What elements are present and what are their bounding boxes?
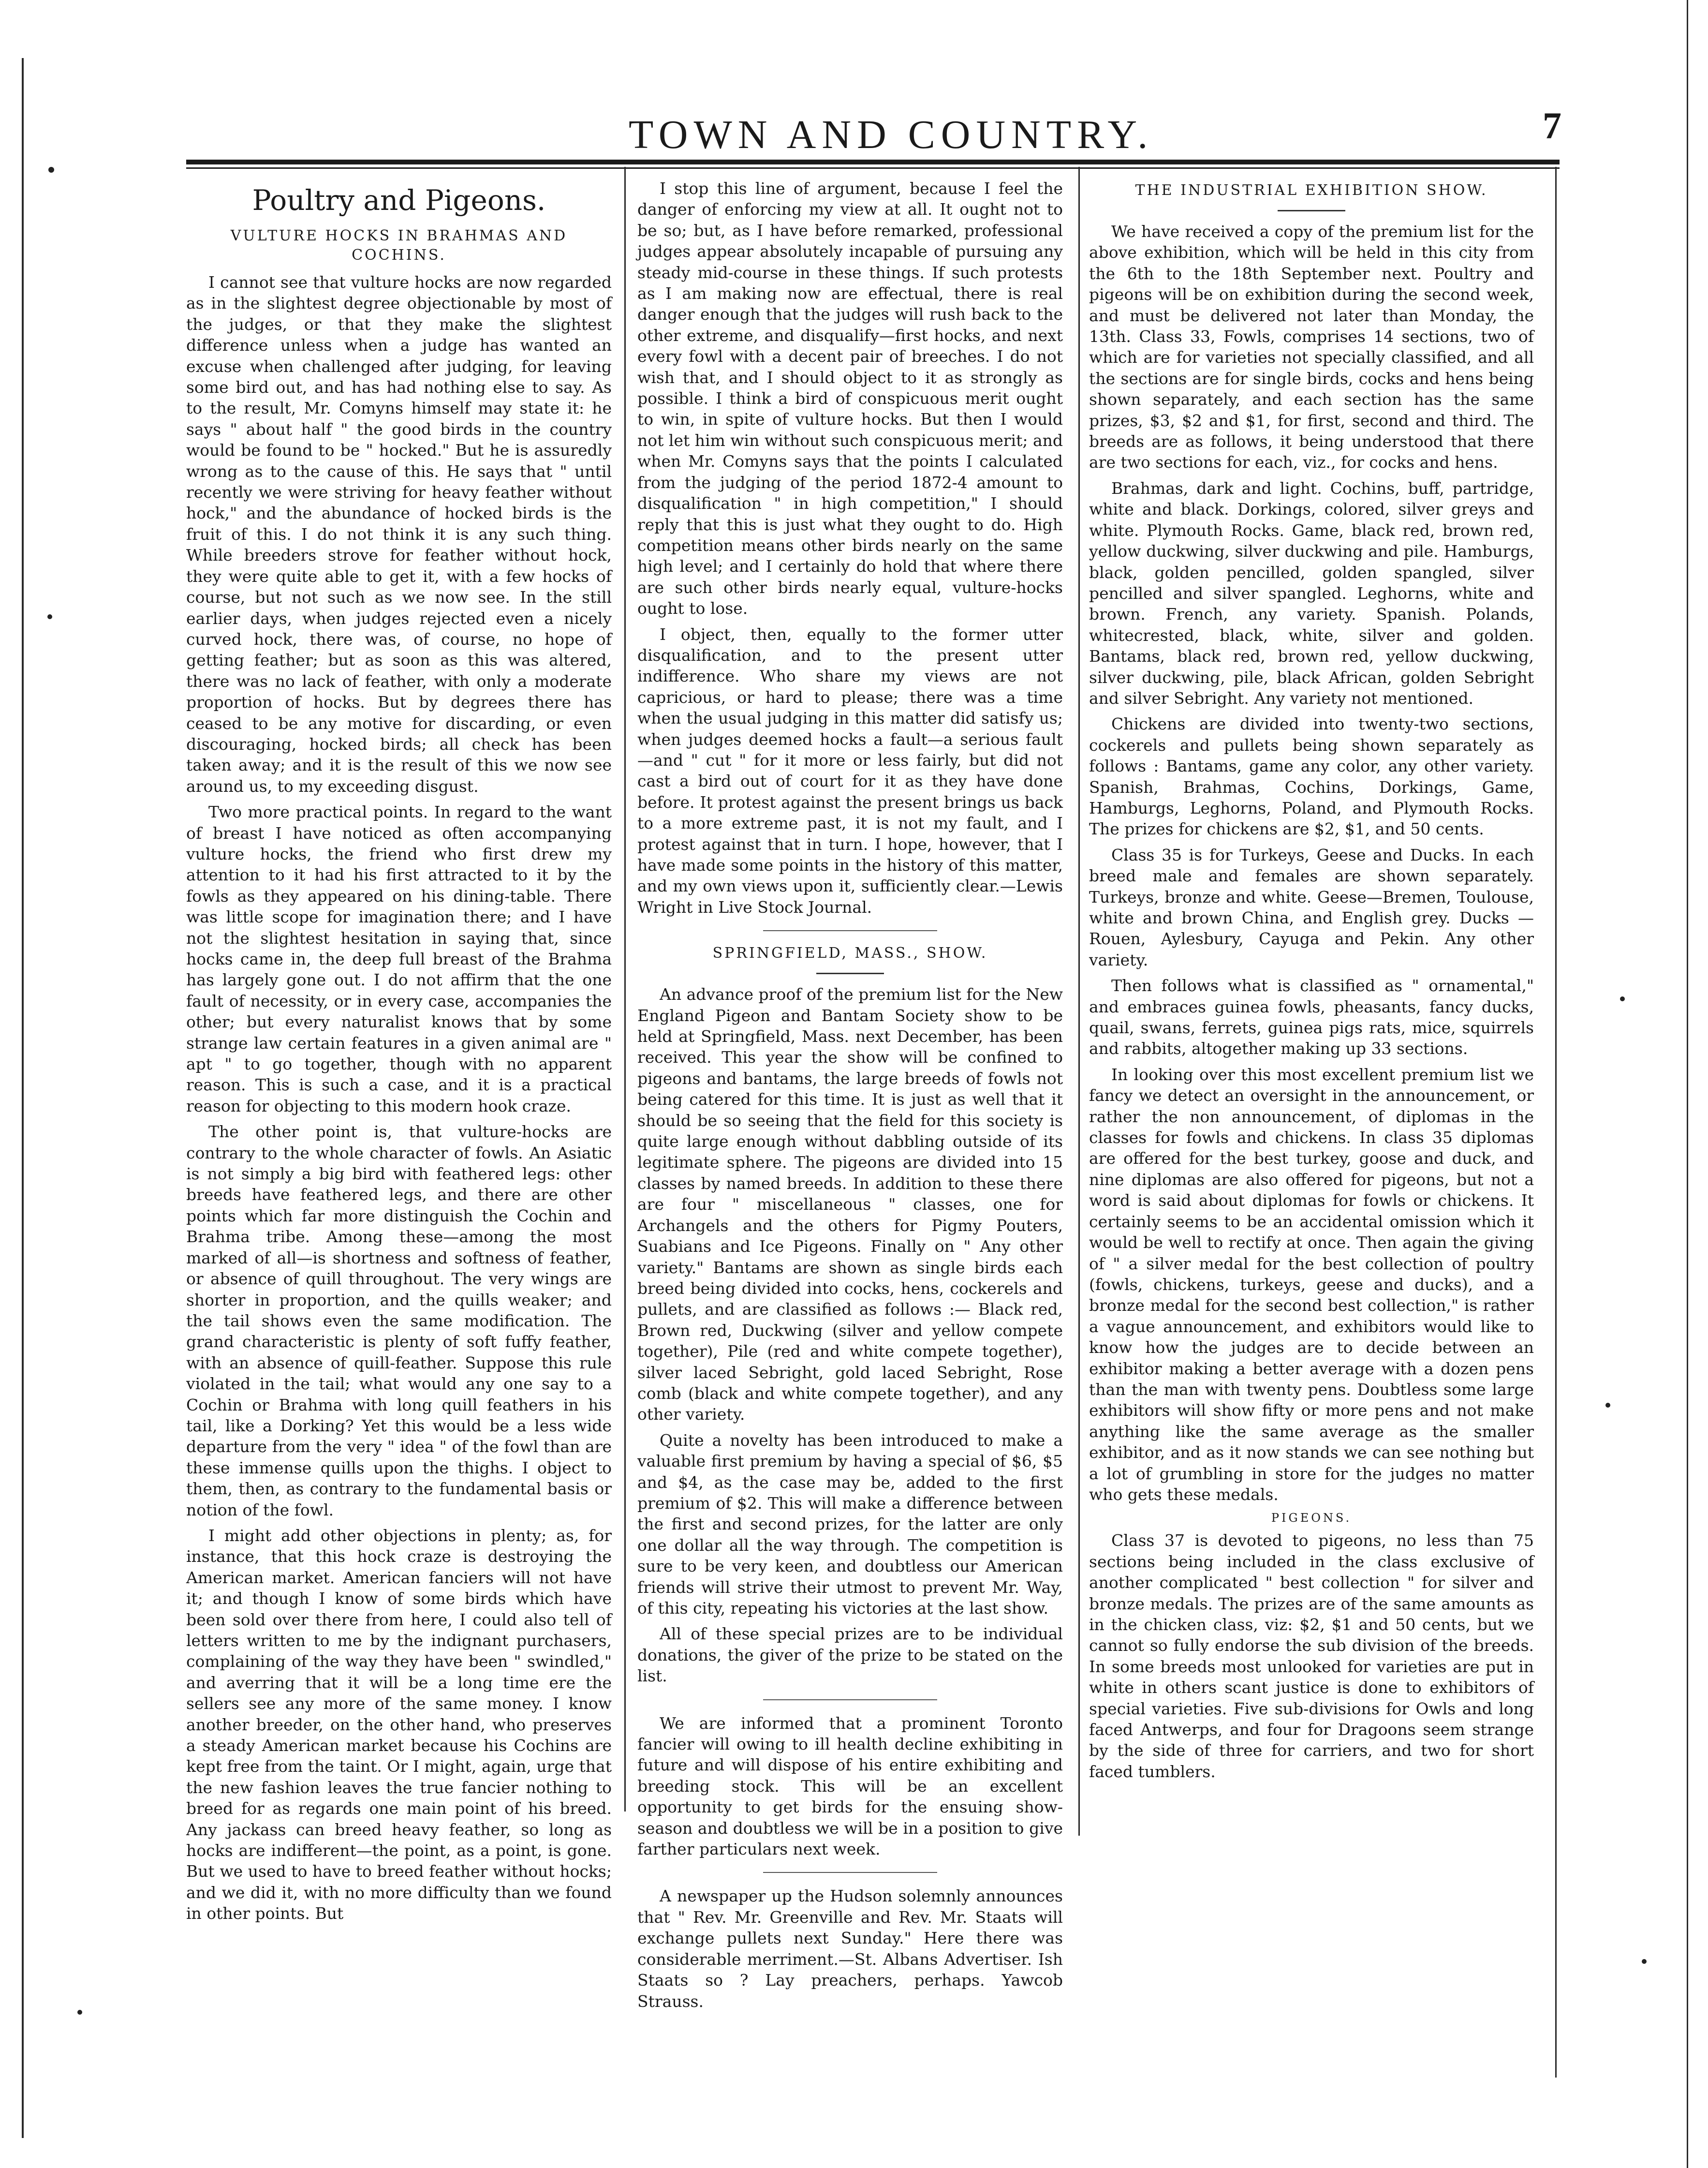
article-paragraph: We are informed that a prominent Toronto fancier will owing to ill health decline exhibiting in future and will dispose of his entire exhibiting and breeding stock. This will be an excellent opportunity to get birds for the ensuing show-season and doubtless we will be in a position to give farther particulars next week. <box>637 1713 1063 1859</box>
article-paragraph: Quite a novelty has been introduced to make a valuable first premium by having a special of $6, $5 and $4, as the case may be, added to the first premium of $2. This will make a difference between the first and second prizes, for the latter are only one dollar all the way through. The competition is sure to be very keen, and doubtless our American friends will strive their utmost to prevent Mr. Way, of this city, repeating his victories at the last show. <box>637 1430 1063 1618</box>
scan-edge-right <box>1687 0 1688 2168</box>
page-number: 7 <box>1543 104 1561 147</box>
scan-edge-left <box>22 58 24 2138</box>
masthead-title: TOWN AND COUNTRY. <box>629 112 1154 157</box>
column-divider-2 <box>1078 167 1080 1836</box>
column-divider-1 <box>624 167 626 1812</box>
separator-rule <box>1278 210 1345 211</box>
article-paragraph: I might add other objections in plenty; as, for instance, that this hock craze is destroying the American market. American fanciers will not have it; and though I know of some birds which have been sold over there from here, I could also tell of letters written to me by the indignant purchasers, complaining of the way they have been " swindled," and averring that it will be a long time ere the sellers see any more of the same money. I know another breeder, on the other hand, who preserves a steady American market because his Cochins are kept free from the taint. Or I might, again, urge that the new fashion leaves the true fancier nothing to breed for as regards one main point of his breed. Any jackass can breed heavy feather, so long as hocks are indifferent—the point, as a point, is gone. But we used to have to breed feather without hocks; and we did it, with no more difficulty than we found in other points. But <box>186 1526 612 1923</box>
ink-speck <box>77 2010 82 2015</box>
article-paragraph: I object, then, equally to the former utter disqualification, and to the present utter indifference. Who share my views are not capricious, or hard to please; there was a time when the usual judging in this matter did satisfy us; when judges deemed hocks a fault—a serious fault—and " cut " for it more or less fairly, but did not cast a bird out of court for it as they have done before. It protest against the present brings us back to a more extreme past, it is not my fault, and I protest against that in turn. I hope, however, that I have made some points in the history of this matter, and my own views upon it, sufficiently clear.—Lewis Wright in Live Stock Journal. <box>637 624 1063 917</box>
article-paragraph: In looking over this most excellent premium list we fancy we detect an oversight in the announcement, or rather the non announcement, of diplomas in the classes for fowls and chickens. In class 35 diplomas are offered for the best turkey, goose and duck, and nine diplomas are also offered for pigeons, but not a word is said about diplomas for fowls or chickens. It certainly seems to be an accidental omission which it would be well to rectify at once. Then again the giving of " a silver medal for the best collection of poultry (fowls, chickens, turkeys, geese and ducks), and a bronze medal for the second best collection," is rather a vague announcement, and exhibitors would like to know how the judges are to decide between an exhibitor making a better average with a dozen pens than the man with twenty pens. Doubtless some large exhibitors will show fifty or more pens and not make anything like the same average as the smaller exhibitor, and as it now stands we can see nothing but a lot of grumbling in store for the judges no matter who gets these medals. <box>1089 1065 1534 1504</box>
article-paragraph: Chickens are divided into twenty-two sections, cockerels and pullets being shown separately as follows : Bantams, game any color, any other variety. Spanish, Brahmas, Cochins, Dorkings, Game, Hamburgs, Leghorns, Poland, and Plymouth Rocks. The prizes for chickens are $2, $1, and 50 cents. <box>1089 714 1534 839</box>
ink-speck <box>47 614 52 619</box>
article-paragraph: Two more practical points. In regard to the want of breast I have noticed as often accompanying vulture hocks, the friend who first drew my attention to it had his first attracted to it by the fowls as they appeared on his dining-table. There was little scope for imagination there; and I have not the slightest hesitation in saying that, since hocks came in, the deep full breast of the Brahma has largely gone out. I do not affirm that the one fault of necessity, or in every case, accompanies the other; but every naturalist knows that by some strange law certain features in a given animal are " apt " to go together, though with no apparent reason. This is such a case, and it is a practical reason for objecting to this modern hook craze. <box>186 802 612 1115</box>
ink-speck <box>1620 996 1625 1001</box>
article-paragraph: I stop this line of argument, because I feel the danger of enforcing my view at all. It ought not to be so; but, as I have before remarked, professional judges appear absolutely incapable of pursuing any steady mid-course in these things. If such protests as I am making now are effectual, there is real danger enough that the judges will rush back to the other extreme, and disqualify—first hocks, and next every fowl with a decent pair of breeches. I do not wish that, and I should object to it as strongly as possible. I think a bird of conspicuous merit ought to win, in spite of vulture hocks. But then I would not let him win without such conspicuous merit; and when Mr. Comyns says that the points I calculated from the judging of the period 1872-4 amount to disqualification " in high competition," I should reply that this is just what they ought to do. High competition means other birds nearly on the same high level; and I certainly do hold that where there are such other birds nearly equal, vulture-hocks ought to lose. <box>637 179 1063 618</box>
separator-rule <box>763 1872 937 1873</box>
article-paragraph: Then follows what is classified as " ornamental," and embraces guinea fowls, pheasants, fancy ducks, quail, swans, ferrets, guinea pigs rats, mice, squirrels and rabbits, altogether making up 33 sections. <box>1089 976 1534 1058</box>
column-divider-3 <box>1555 167 1557 2078</box>
masthead-rule <box>186 160 1560 164</box>
article-paragraph: I cannot see that vulture hocks are now regarded as in the slightest degree objectionable by most of the judges, or that they make the slightest difference unless when a judge has wanted an excuse when challenged after judging, for leaving some bird out, and has had nothing else to say. As to the result, Mr. Comyns himself may state it: he says " about half " the good birds in the country would be found to be " hocked." But he is assuredly wrong as to the cause of this. He says that " until recently we were striving for heavy feather without hock," and the abundance of hocked birds is the fruit of this. I do not think it is any such thing. While breeders strove for feather without hock, they were quite able to get it, with a few hocks of course, but not such as we now see. In the still earlier days, when judges rejected even a nicely curved hock, there was, of course, no hope of getting feather; but as soon as this was altered, there was no lack of feather, with only a moderate proportion of hocks. But by degrees there has ceased to be any motive for discarding, or even discouraging, hocked birds; all check has been taken away; and it is the result of this we now see around us, to my exceeding disgust. <box>186 273 612 796</box>
article-paragraph: We have received a copy of the premium list for the above exhibition, which will be held in this city from the 6th to the 18th September next. Poultry and pigeons will be on exhibition during the second week, and must be delivered not later than Monday, the 13th. Class 33, Fowls, comprises 14 sections, two of which are for varieties not specially classified, and all the sections are for single birds, cocks and hens being shown separately, and each section has the same prizes, $3, $2 and $1, for first, second and third. The breeds are as follows, it being understood that there are two sections for each, viz., for cocks and hens. <box>1089 222 1534 472</box>
separator-rule <box>763 930 937 931</box>
article-paragraph: An advance proof of the premium list for the New England Pigeon and Bantam Society show to be held at Springfield, Mass. next December, has been received. This year the show will be confined to pigeons and bantams, the large breeds of fowls not being catered for this time. It is just as well that it should be so seeing that the field for this society is quite large enough without dabbling outside of its legitimate sphere. The pigeons are divided into 15 classes by named breeds. In addition to these there are four " miscellaneous " classes, one for Archangels and the others for Pigmy Pouters, Suabians and Ice Pigeons. Finally on " Any other variety." Bantams are shown as single birds each breed being divided into cocks, hens, cockerels and pullets, and are classified as follows :— Black red, Brown red, Duckwing (silver and yellow compete together), Pile (red and white compete together), silver laced Sebright, gold laced Sebright, Rose comb (black and white compete together), and any other variety. <box>637 985 1063 1424</box>
article-paragraph: Class 35 is for Turkeys, Geese and Ducks. In each breed male and females are shown separately. Turkeys, bronze and white. Geese—Bremen, Toulouse, white and brown China, and English grey. Ducks —Rouen, Aylesbury, Cayuga and Pekin. Any other variety. <box>1089 845 1534 969</box>
article-paragraph: The other point is, that vulture-hocks are contrary to the whole character of fowls. An Asiatic is not simply a big bird with feathered legs: other breeds have feathered legs, and there are other points which far more distinguish the Cochin and Brahma tribe. Among these—among the most marked of all—is shortness and softness of feather, or absence of quill throughout. The very wings are shorter in proportion, and the quills weaker; and the tail shows even the same modification. The grand characteristic is plenty of soft fuffy feather, with an absence of quill-feather. Suppose this rule violated in the tail; what would any one say to a Cochin or Brahma with long quill feathers in his tail, like a Dorking? Yet this would be a less wide departure from the very " idea " of the fowl than are these immense quills upon the thighs. I object to them, then, as contrary to the fundamental basis or notion of the fowl. <box>186 1122 612 1519</box>
article-paragraph: A newspaper up the Hudson solemnly announces that " Rev. Mr. Greenville and Rev. Mr. Staats will exchange pullets next Sunday." Here there was considerable merriment.—St. Albans Advertiser. Ish Staats so ? Lay preachers, perhaps. Yawcob Strauss. <box>637 1886 1063 2011</box>
column-3 <box>1089 178 1534 1787</box>
article-paragraph: Brahmas, dark and light. Cochins, buff, partridge, white and black. Dorkings, colored, silver greys and white. Plymouth Rocks. Game, black red, brown red, yellow duckwing, silver duckwing and pile. Hamburgs, black, golden pencilled, golden spangled, silver pencilled and silver spangled. Leghorns, white and brown. French, any variety. Spanish. Polands, whitecrested, black, white, silver and golden. Bantams, black red, brown red, yellow duckwing, silver duckwing, pile, black African, golden Sebright and silver Sebright. Any variety not mentioned. <box>1089 478 1534 708</box>
separator-rule <box>763 1699 937 1700</box>
column-1 <box>186 178 612 1929</box>
section-title: Poultry and Pigeons. <box>252 184 546 217</box>
article-headline: SPRINGFIELD, MASS., SHOW. <box>712 945 988 962</box>
ink-speck <box>48 167 54 173</box>
section-subhead: PIGEONS. <box>1271 1511 1352 1525</box>
article-headline: THE INDUSTRIAL EXHIBITION SHOW. <box>1135 182 1488 199</box>
ink-speck <box>1605 1403 1610 1408</box>
masthead-rule-thin <box>186 167 1560 169</box>
column-2 <box>637 178 1063 2017</box>
article-headline: VULTURE HOCKS IN BRAHMAS AND COCHINS. <box>230 227 568 264</box>
ink-speck <box>1642 1959 1647 1964</box>
separator-rule <box>816 973 884 974</box>
article-paragraph: Class 37 is devoted to pigeons, no less than 75 sections being included in the class exclusive of another complicated " best collection " for silver and bronze medals. The prizes are of the same amounts as in the chicken class, viz: $2, $1 and 50 cents, but we cannot so fully endorse the sub division of the breeds. In some breeds most unlooked for varieties are put in white in others scant justice is done to exhibitors of special varieties. Five sub-divisions for Owls and long faced Antwerps, and four for Dragoons seem strange by the side of three for carriers, and two for short faced tumblers. <box>1089 1531 1534 1781</box>
article-paragraph: All of these special prizes are to be individual donations, the giver of the prize to be stated on the list. <box>637 1624 1063 1686</box>
